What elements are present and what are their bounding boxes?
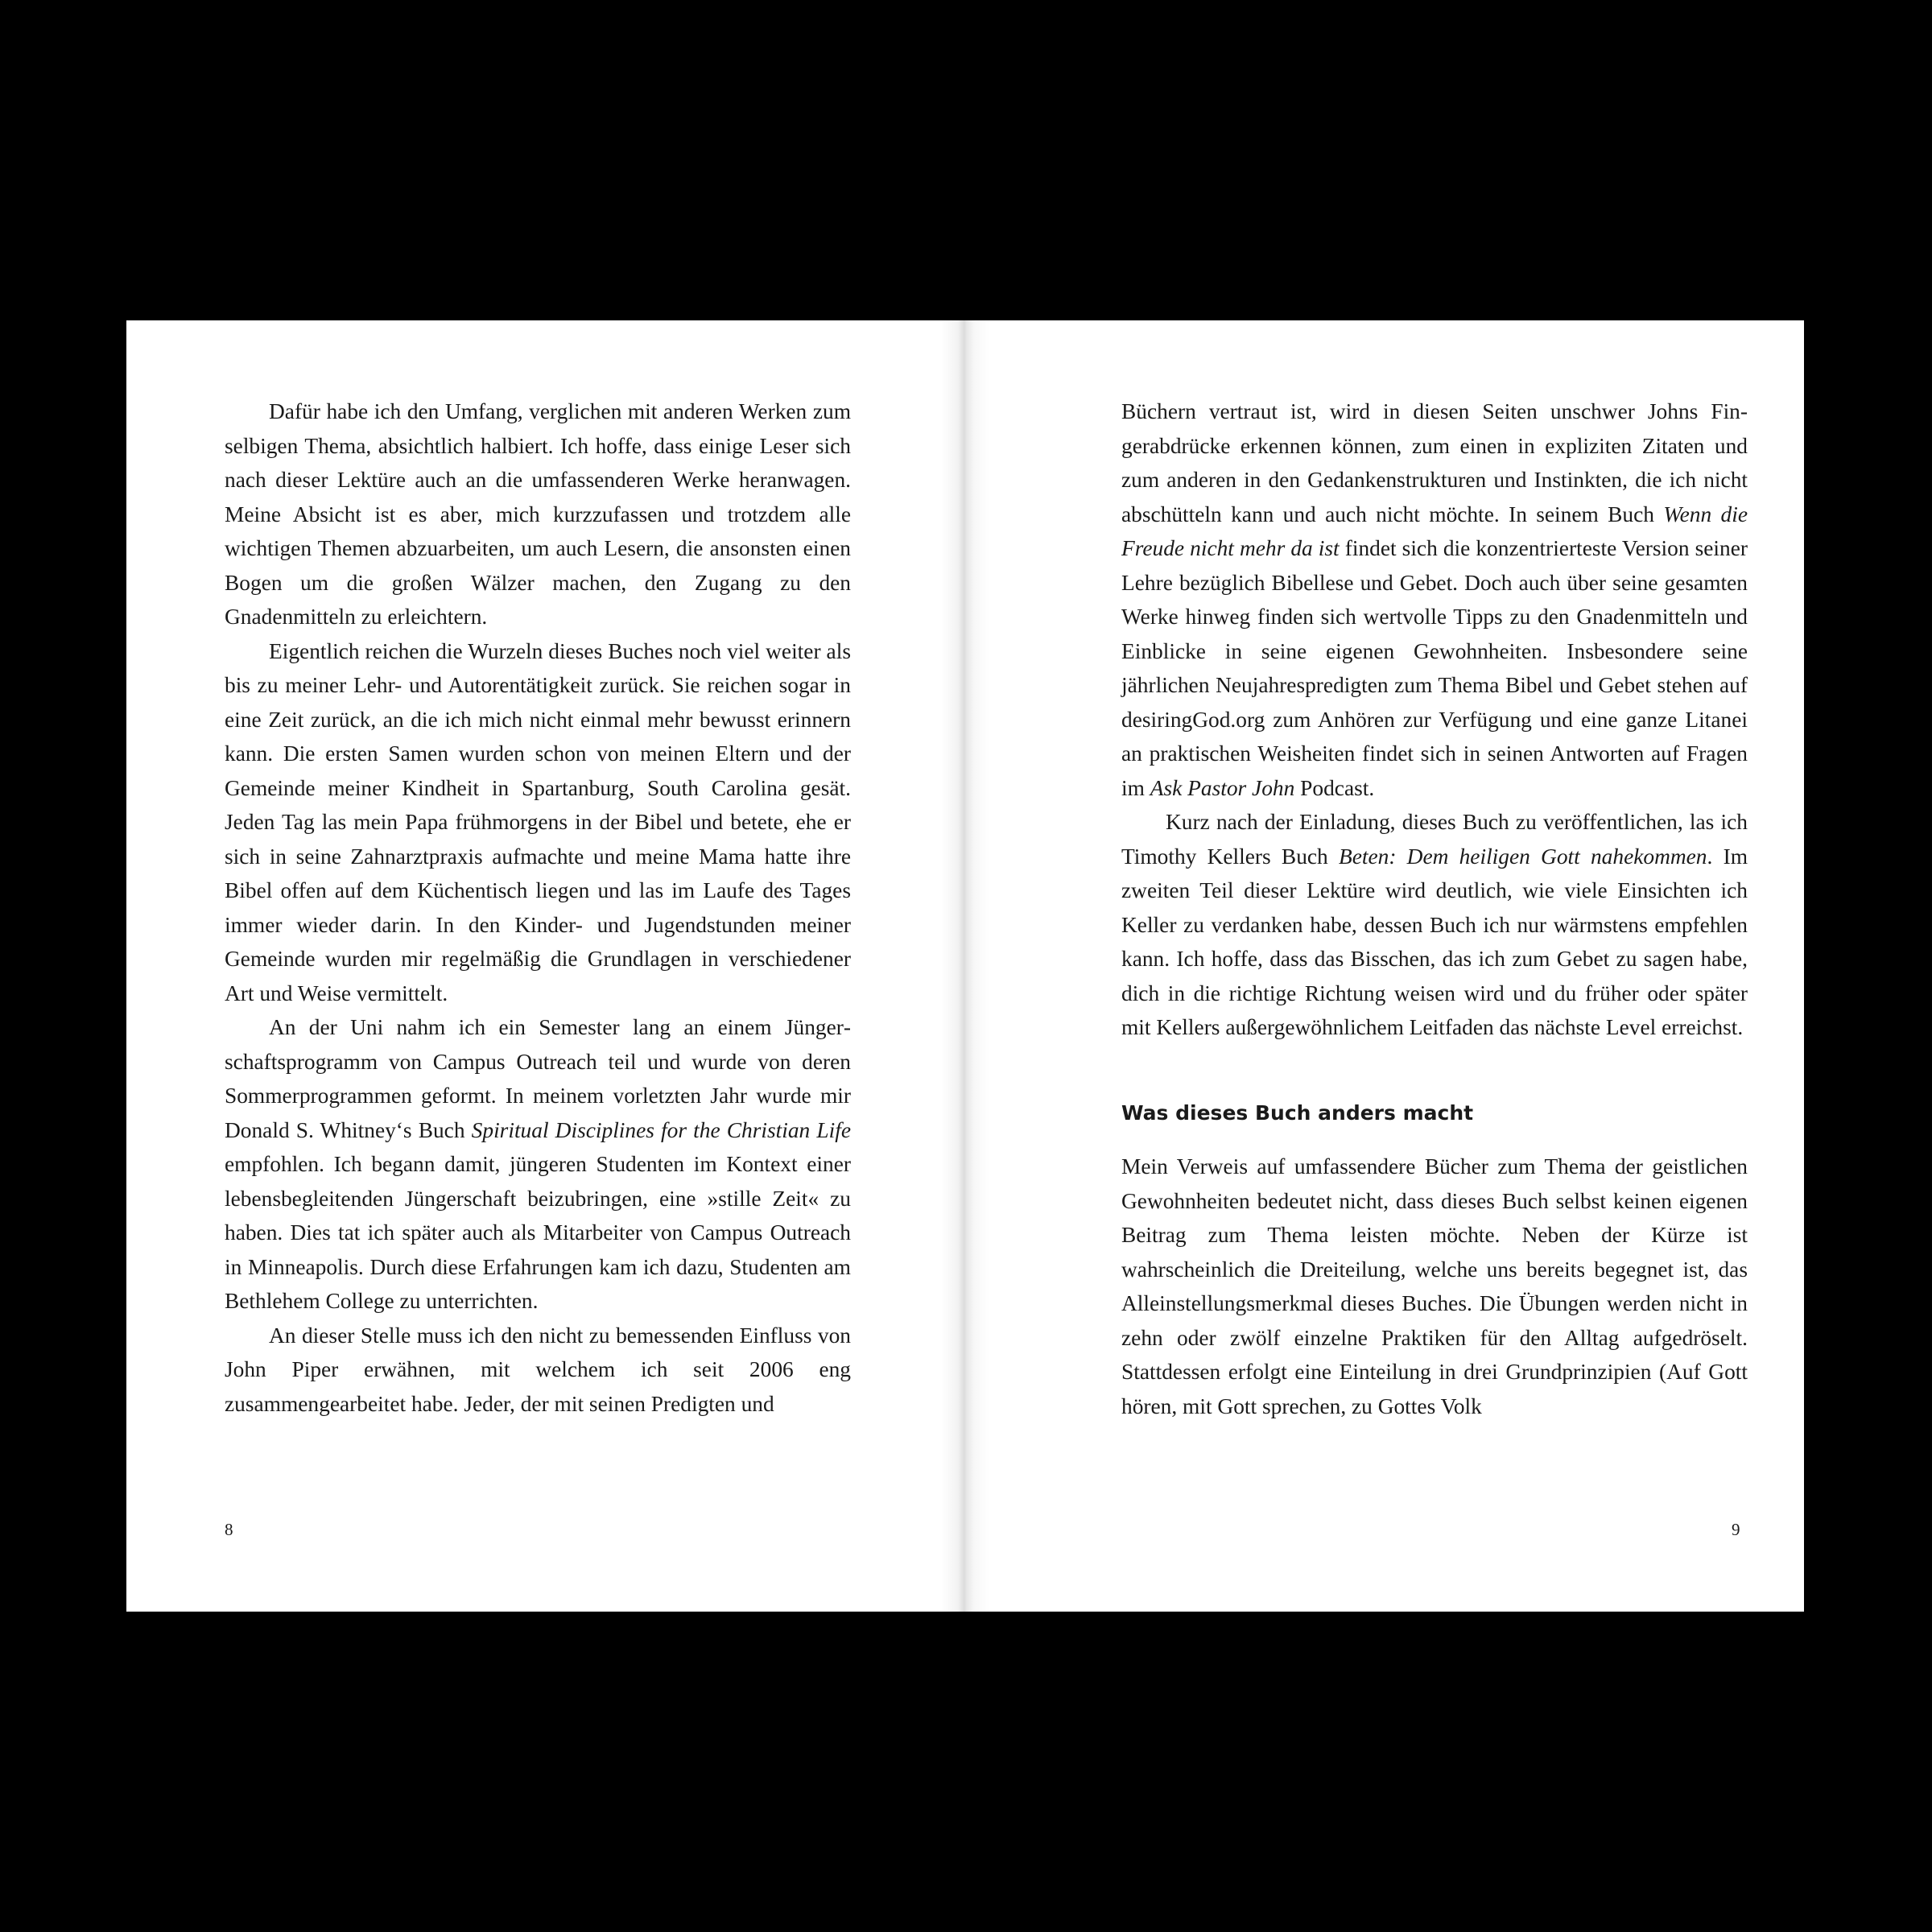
text-segment: Podcast. <box>1294 775 1375 800</box>
text-segment: Kurz nach der Einladung, dieses Buch zu veröffentlichen, las ich Timothy Kellers Buch <box>1121 810 1748 869</box>
text-segment: An der Uni nahm ich ein Semester lang an einem Jüngerschaftsprogramm von Campus Outreach teil und wurde von deren Sommerprogrammen geformt. In meinem vorletzten Jahr wurde mir Donald S. Whitney‘s Buch <box>225 1015 851 1142</box>
text-segment: empfohlen. Ich begann damit, jüngeren Studenten im Kontext einer lebensbegleitenden Jüngerschaft beizubringen, eine »stille Zeit« zu haben. Dies tat ich später auch als Mitarbeiter von Campus Outreach in Minneapolis. Durch diese Erfahrungen kam ich dazu, Studenten am Bethlehem College zu unterrichten. <box>225 1152 851 1313</box>
book-title-italic: Wenn die Freude nicht mehr da ist <box>1121 502 1748 560</box>
paragraph <box>225 1010 851 1319</box>
left-page <box>126 320 965 1612</box>
text-segment: . Im zweiten Teil dieser Lektüre wird deutlich, wie viele Einsichten ich Keller zu verdanken habe, dessen Buch ich nur wärmstens empfehlen kann. Ich hoffe, dass das Bisschen, das ich zum Gebet zu sagen habe, dich in die richtige Richtung weisen wird und du früher oder später mit Kellers außergewöhnlichem Leitfaden das nächste Level erreichst. <box>1121 844 1748 1039</box>
paragraph <box>1121 1150 1748 1423</box>
right-page-body <box>1121 394 1748 1423</box>
book-title-italic: Beten: Dem heiligen Gott nahekommen <box>1338 844 1707 869</box>
text-segment: findet sich die konzentrierteste Version seiner Lehre bezüglich Bibellese und Gebet. Doch auch über seine gesamten Werke hinweg finden sich wertvolle Tipps zu den Gnadenmitteln und Einblicke in seine eigenen Gewohnheiten. Insbesondere seine jährlichen Neujahrespredigten zum Thema Bibel und Gebet stehen auf desiringGod.org zum Anhören zur Verfügung und eine ganze Litanei an praktischen Weisheiten findet sich in seinen Antworten auf Fragen im <box>1121 536 1748 800</box>
text-segment: An dieser Stelle muss ich den nicht zu bemessenden Einfluss von John Piper erwähnen, mit welchem ich seit 2006 eng zusammengearbeitet habe. Jeder, der mit seinen Predigten und <box>225 1323 851 1416</box>
text-segment: Dafür habe ich den Umfang, verglichen mit anderen Werken zum selbigen Thema, absichtlich halbiert. Ich hoffe, dass einige Leser sich nach dieser Lektüre auch an die umfassenderen Werke heranwagen. Meine Absicht ist es aber, mich kurzzufassen und trotzdem alle wichtigen Themen abzuarbeiten, um auch Lesern, die ansonsten einen Bogen um die großen Wälzer machen, den Zugang zu den Gnadenmitteln zu erleichtern. <box>225 399 851 629</box>
page-number: 9 <box>1732 1520 1740 1539</box>
text-segment: Büchern vertraut ist, wird in diesen Seiten unschwer Johns Fingerabdrücke erkennen können, zum einen in expliziten Zitaten und zum anderen in den Gedankenstrukturen und Instinkten, die ich nicht abschütteln kann und auch nicht möchte. In seinem Buch <box>1121 399 1748 526</box>
book-title-italic: Spiritual Disciplines for the Christian Life <box>471 1117 852 1142</box>
left-page-body <box>225 394 851 1421</box>
section-heading: Was dieses Buch anders macht <box>1121 1100 1474 1125</box>
right-page <box>965 320 1804 1612</box>
paragraph <box>1121 805 1748 1045</box>
paragraph <box>1121 394 1748 805</box>
paragraph <box>225 634 851 1011</box>
paragraph <box>225 1319 851 1422</box>
paragraph <box>225 394 851 634</box>
text-segment: Mein Verweis auf umfassendere Bücher zum Thema der geistlichen Gewohnheiten bedeutet nicht, dass dieses Buch selbst keinen eigenen Beitrag zum Thema leisten möchte. Neben der Kürze ist wahrscheinlich die Dreiteilung, welche uns bereits begegnet ist, das Alleinstellungsmerkmal dieses Buches. Die Übungen werden nicht in zehn oder zwölf einzelne Praktiken für den Alltag aufgedröselt. Stattdessen erfolgt eine Einteilung in drei Grundprinzipien (Auf Gott hören, mit Gott sprechen, zu Gottes Volk <box>1121 1154 1748 1418</box>
page-number: 8 <box>225 1520 233 1539</box>
text-segment: Eigentlich reichen die Wurzeln dieses Buches noch viel weiter als bis zu meiner Lehr- und Autorentätigkeit zurück. Sie reichen sogar in eine Zeit zurück, an die ich mich nicht einmal mehr bewusst erinnern kann. Die ersten Samen wurden schon von meinen Eltern und der Gemeinde meiner Kindheit in Spartanburg, South Carolina gesät. Jeden Tag las mein Papa frühmorgens in der Bibel und betete, ehe er sich in seine Zahnarztpraxis aufmachte und meine Mama hatte ihre Bibel offen auf dem Küchentisch liegen und las im Laufe des Tages immer wieder darin. In den Kinder- und Jugendstunden meiner Gemeinde wurden mir regelmäßig die Grundlagen in verschiedener Art und Weise vermittelt. <box>225 638 851 1005</box>
podcast-title-italic: Ask Pastor John <box>1150 775 1295 800</box>
book-spread <box>126 320 1804 1612</box>
